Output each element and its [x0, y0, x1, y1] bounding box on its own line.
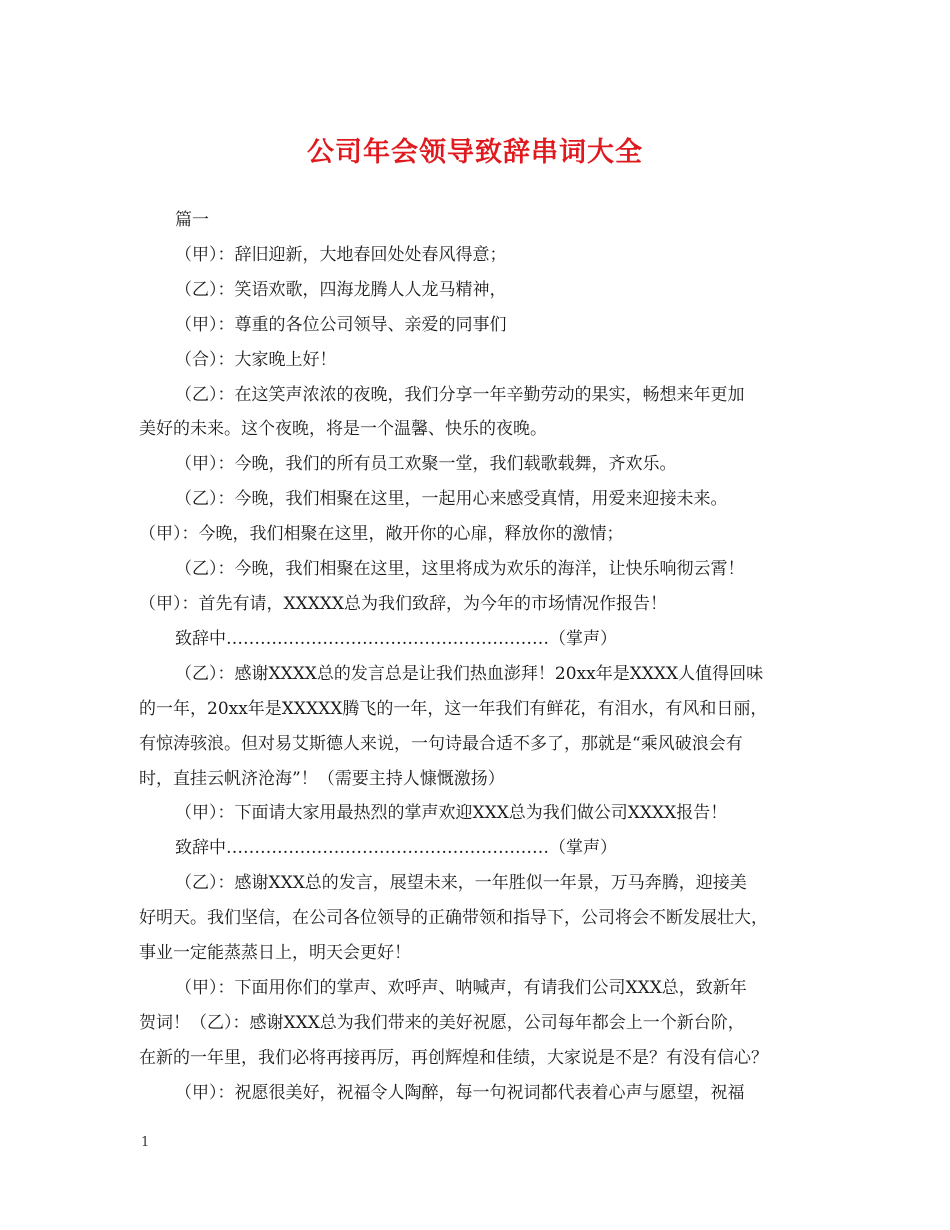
text-line: （乙）：笑语欢歌，四海龙腾人人龙马精神，	[175, 279, 507, 300]
text-line: （甲）：辞旧迎新，大地春回处处春风得意；	[175, 244, 507, 265]
text-line: 事业一定能蒸蒸日上，明天会更好！	[139, 943, 411, 964]
text-line: 时，直挂云帆济沧海”！（需要主持人慷慨激扬）	[139, 768, 505, 789]
document-body	[139, 203, 815, 1111]
text-line: （甲）：今晚，我们的所有员工欢聚一堂，我们载歌载舞，齐欢乐。	[175, 454, 677, 475]
text-line: （甲）：首先有请，XXXXX总为我们致辞，为今年的市场情况作报告！	[139, 593, 668, 614]
text-line: （乙）：今晚，我们相聚在这里，这里将成为欢乐的海洋，让快乐响彻云霄！	[175, 559, 745, 580]
text-line: （合）：大家晚上好！	[175, 349, 337, 370]
text-line: （甲）：下面请大家用最热烈的掌声欢迎XXX总为我们做公司XXXX报告！	[175, 803, 728, 824]
text-line: 的一年，20xx年是XXXXX腾飞的一年，这一年我们有鲜花，有泪水，有风和日丽，	[139, 698, 768, 719]
document-title: 公司年会领导致辞串词大全	[307, 137, 643, 168]
text-line: （乙）：感谢XXXX总的发言总是让我们热血澎拜！20xx年是XXXX人值得回味	[175, 663, 764, 684]
text-line: 美好的未来。这个夜晚，将是一个温馨、快乐的夜晚。	[139, 419, 547, 440]
page-number: 1	[141, 1135, 150, 1150]
text-line: （甲）：下面用你们的掌声、欢呼声、呐喊声，有请我们公司XXX总，致新年	[175, 977, 747, 998]
text-line: （甲）：祝愿很美好，祝福令人陶醉，每一句祝词都代表着心声与愿望，祝福	[175, 1082, 745, 1103]
text-line: （乙）：今晚，我们相聚在这里，一起用心来感受真情，用爱来迎接未来。	[175, 489, 728, 510]
text-line: （甲）：今晚，我们相聚在这里，敞开你的心扉，释放你的激情；	[139, 524, 624, 545]
text-line: （甲）：尊重的各位公司领导、亲爱的同事们	[175, 314, 507, 335]
text-line: 篇一	[175, 210, 209, 230]
text-line: 在新的一年里，我们必将再接再厉，再创辉煌和佳绩，大家说是不是？有没有信心？	[139, 1047, 768, 1068]
text-line: 致辞中…………………………………………………（掌声）	[175, 628, 617, 649]
text-line: 有惊涛骇浪。但对易艾斯德人来说，一句诗最合适不多了，那就是“乘风破浪会有	[139, 733, 743, 754]
text-line: 好明天。我们坚信，在公司各位领导的正确带领和指导下，公司将会不断发展壮大，	[139, 908, 768, 929]
text-line: 贺词！（乙）：感谢XXX总为我们带来的美好祝愿，公司每年都会上一个新台阶，	[139, 1012, 745, 1033]
text-line: （乙）：在这笑声浓浓的夜晚，我们分享一年辛勤劳动的果实，畅想来年更加	[175, 384, 745, 405]
text-line: 致辞中…………………………………………………（掌声）	[175, 838, 617, 859]
text-line: （乙）：感谢XXX总的发言，展望未来，一年胜似一年景，万马奔腾，迎接美	[175, 873, 747, 894]
